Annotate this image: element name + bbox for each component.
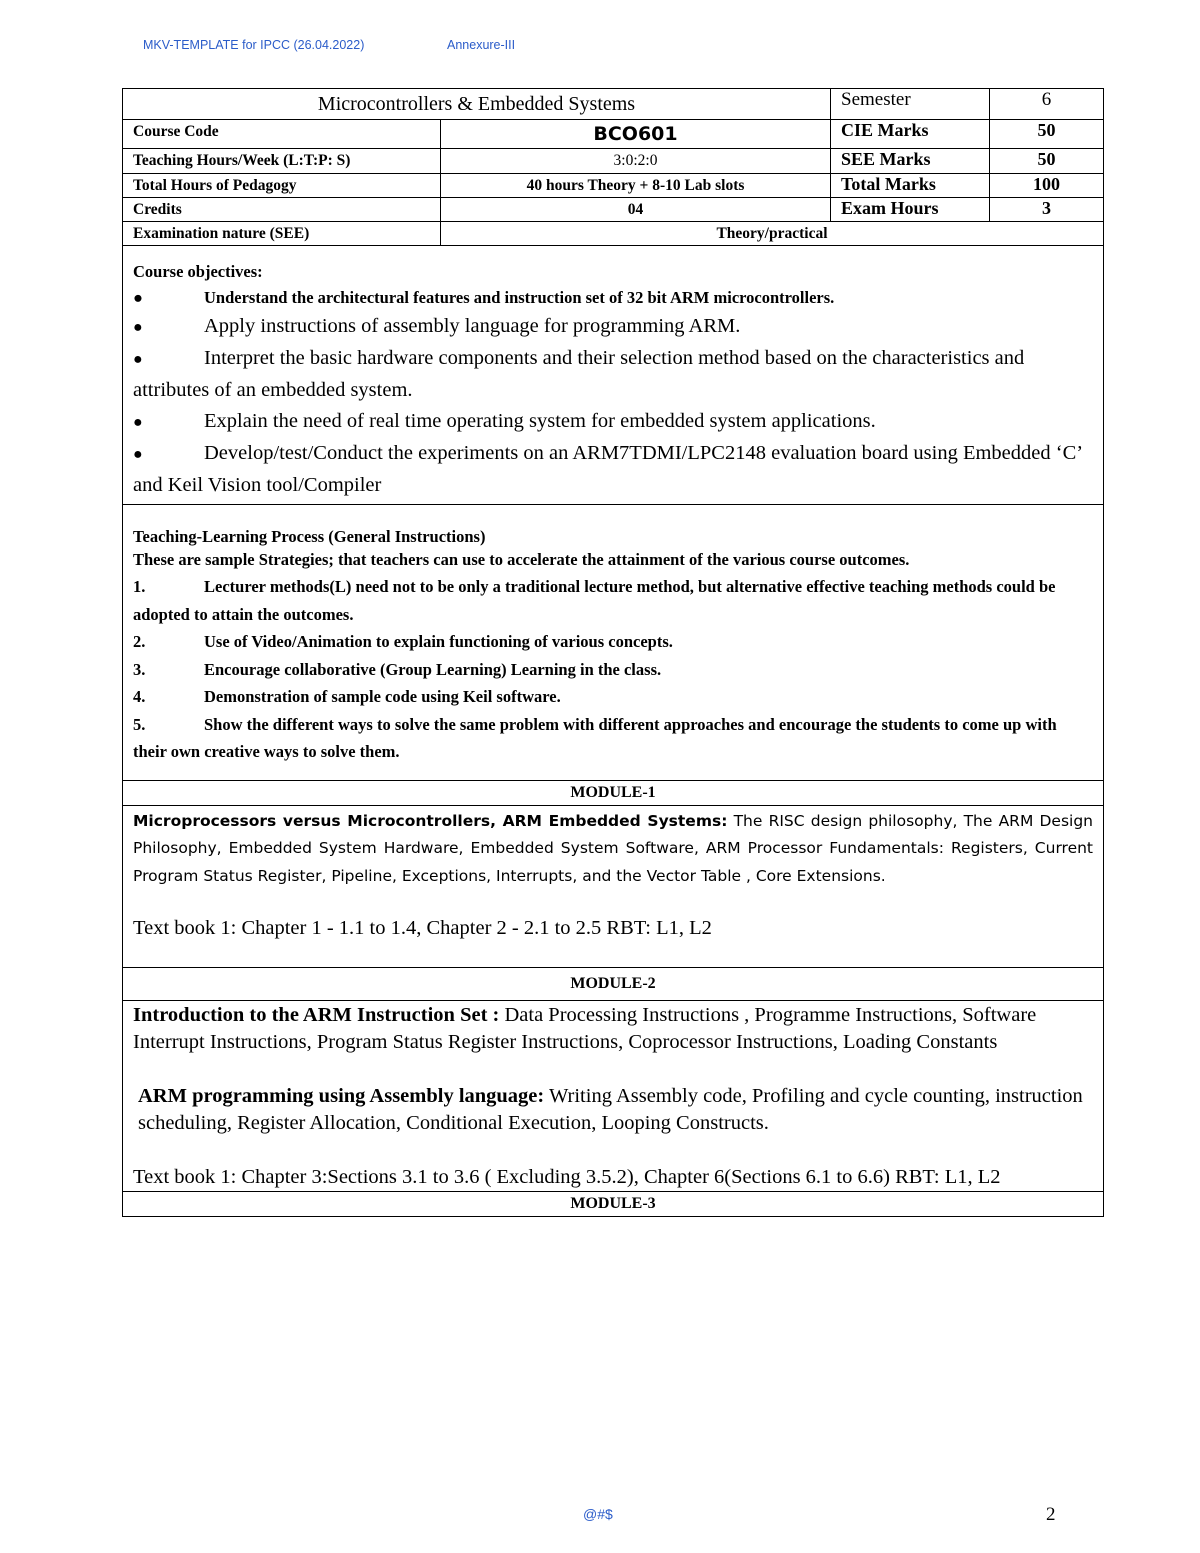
course-title: Microcontrollers & Embedded Systems <box>123 89 831 120</box>
module-1-textbook: Text book 1: Chapter 1 - 1.1 to 1.4, Chapter 2 - 2.1 to 2.5 RBT: L1, L2 <box>133 917 712 939</box>
see-value: 50 <box>990 149 1104 174</box>
exam-hours-label: Exam Hours <box>831 198 990 222</box>
bullet-icon: ● <box>133 446 143 463</box>
objective-item: ● Develop/test/Conduct the experiments on an ARM7TDMI/LPC2148 evaluation board using Embedded ‘C’ and Keil Vision tool/Compiler <box>133 438 1093 501</box>
header-template-label: MKV-TEMPLATE for IPCC (26.04.2022) <box>143 38 365 52</box>
exam-nature-label: Examination nature (SEE) <box>123 222 441 246</box>
module-2-heading: MODULE-2 <box>123 968 1104 1001</box>
teaching-hours-value: 3:0:2:0 <box>441 149 831 174</box>
module-3-heading: MODULE-3 <box>123 1192 1104 1217</box>
teaching-item: 4. Demonstration of sample code using Keil software. <box>133 687 561 706</box>
course-code-label: Course Code <box>123 120 441 149</box>
objective-item: ● Apply instructions of assembly language for programming ARM. <box>133 311 1093 343</box>
course-objectives-section <box>123 246 1104 505</box>
see-label: SEE Marks <box>831 149 990 174</box>
module-1-content <box>123 805 1104 968</box>
objective-item: ● Explain the need of real time operating system for embedded system applications. <box>133 406 1093 438</box>
pedagogy-label: Total Hours of Pedagogy <box>123 174 441 198</box>
objective-item: ● Understand the architectural features and instruction set of 32 bit ARM microcontrollers. <box>133 284 1093 311</box>
total-marks-label: Total Marks <box>831 174 990 198</box>
page-number: 2 <box>1046 1504 1056 1525</box>
module-1-heading: MODULE-1 <box>123 780 1104 805</box>
module-2-body-2: ARM programming using Assembly language: Writing Assembly code, Profiling and cycle counting, instruction scheduling, Register Allocation, Conditional Execution, Looping Constructs. <box>138 1085 1083 1134</box>
credits-value: 04 <box>441 198 831 222</box>
bullet-icon: ● <box>133 414 143 431</box>
bullet-icon: ● <box>133 319 143 336</box>
teaching-item: 5. Show the different ways to solve the same problem with different approaches and encourage the students to come up with their own creative ways to solve them. <box>133 714 1057 761</box>
module-1-body: Microprocessors versus Microcontrollers, ARM Embedded Systems: The RISC design philosophy, The ARM Design Philosophy, Embedded System Hardware, Embedded System Software, ARM Processor Fundamentals: Registers, Current Program Status Register, Pipeline, Exceptions, Interrupts, and the Vector Table , Core Extensions. <box>133 811 1094 885</box>
exam-nature-value: Theory/practical <box>441 222 1104 246</box>
module-2-textbook: Text book 1: Chapter 3:Sections 3.1 to 3.6 ( Excluding 3.5.2), Chapter 6(Sections 6.1 to 6.6) RBT: L1, L2 <box>133 1166 1001 1188</box>
bullet-icon: ● <box>133 288 143 307</box>
semester-label: Semester <box>831 89 990 120</box>
objective-item: ● Interpret the basic hardware components and their selection method based on the characteristics and attributes of an embedded system. <box>133 343 1093 406</box>
cie-value: 50 <box>990 120 1104 149</box>
exam-hours-value: 3 <box>990 198 1104 222</box>
teaching-item: 1. Lecturer methods(L) need not to be only a traditional lecture method, but alternative effective teaching methods could be adopted to attain the outcomes. <box>133 577 1056 624</box>
teaching-heading: Teaching-Learning Process (General Instructions) <box>133 527 486 546</box>
teaching-hours-label: Teaching Hours/Week (L:T:P: S) <box>123 149 441 174</box>
teaching-item: 3. Encourage collaborative (Group Learning) Learning in the class. <box>133 659 662 679</box>
credits-label: Credits <box>123 198 441 222</box>
teaching-item: 2. Use of Video/Animation to explain functioning of various concepts. <box>133 632 673 651</box>
bullet-icon: ● <box>133 351 143 368</box>
course-table <box>122 88 1104 1217</box>
module-2-content <box>123 1001 1104 1192</box>
footer-center-mark: @#$ <box>583 1506 613 1522</box>
cie-label: CIE Marks <box>831 120 990 149</box>
pedagogy-value: 40 hours Theory + 8-10 Lab slots <box>441 174 831 198</box>
total-marks-value: 100 <box>990 174 1104 198</box>
teaching-learning-section <box>123 505 1104 781</box>
objectives-heading: Course objectives: <box>133 262 263 281</box>
course-code-value: BCO601 <box>441 120 831 149</box>
header-annexure-label: Annexure-III <box>447 38 516 52</box>
module-2-body-1: Introduction to the ARM Instruction Set : Data Processing Instructions , Programme Instructions, Software Interrupt Instructions, Program Status Register Instructions, Coprocessor Instructions, Loading Constants <box>133 1004 1037 1053</box>
semester-value: 6 <box>990 89 1104 120</box>
teaching-intro: These are sample Strategies; that teachers can use to accelerate the attainment of the various course outcomes. <box>133 549 910 569</box>
